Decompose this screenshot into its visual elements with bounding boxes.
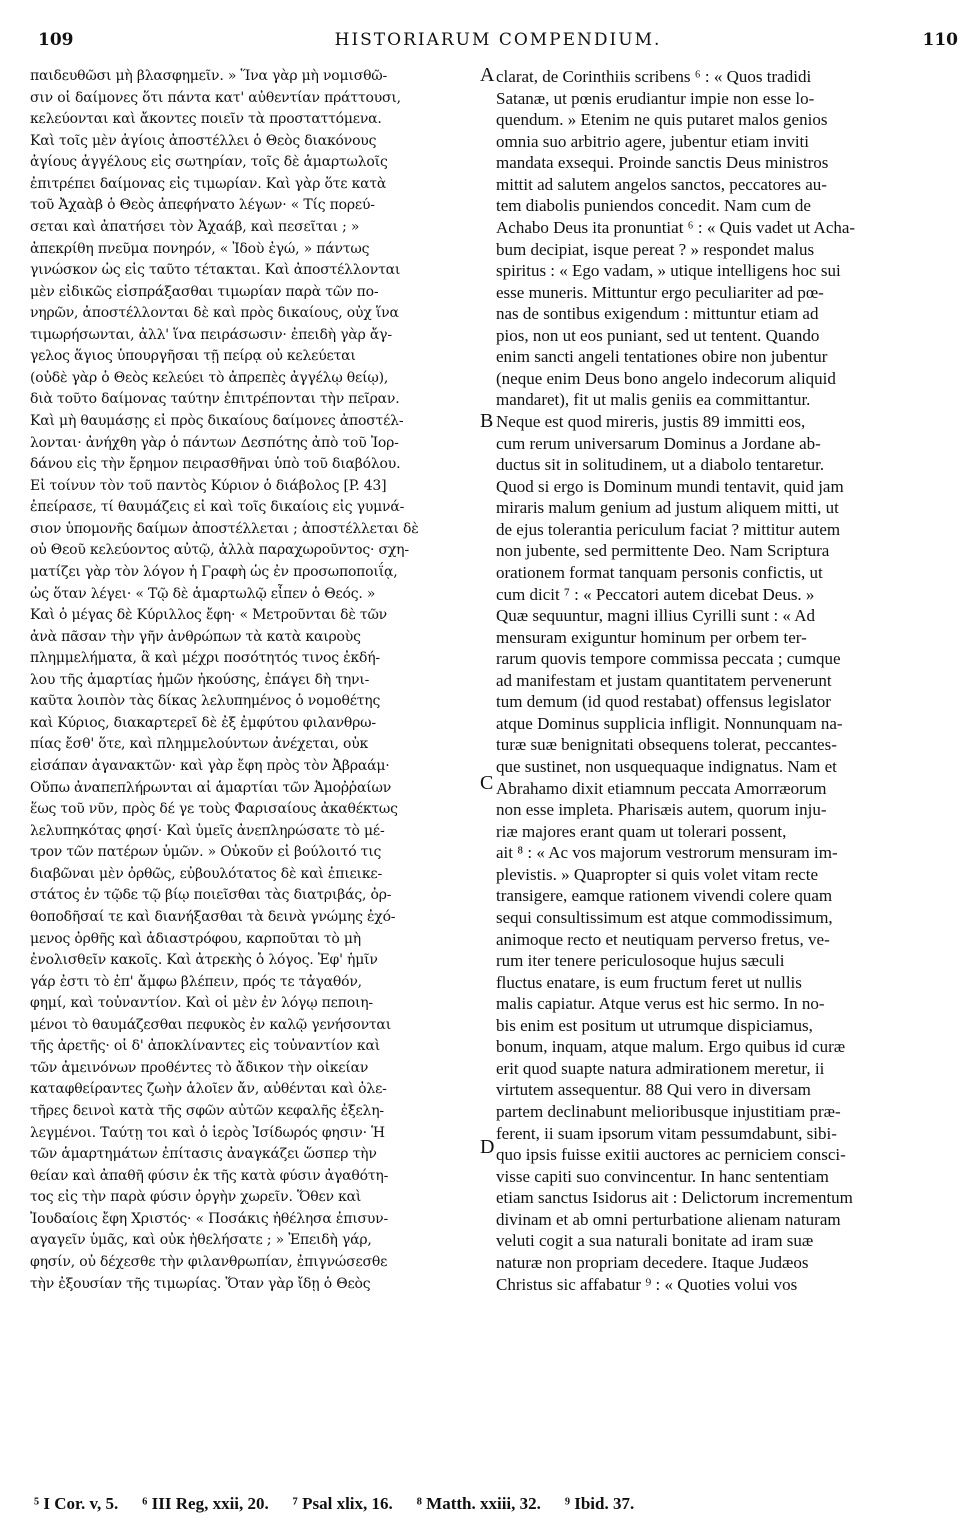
- footnote: ⁵ I Cor. v, 5.: [34, 1494, 119, 1513]
- greek-text-line: μενος ὀρθῆς καὶ ἀδιαστρόφου, καρποῦται τὸ μὴ: [30, 930, 361, 947]
- latin-text-line: ductus sit in solitudinem, ut a diabolo tentaretur.: [496, 455, 825, 475]
- latin-text-line: atque Dominus supplicia infligit. Nonnunquam na-: [496, 713, 843, 733]
- latin-text-line: rarum quovis tempore commissa peccata ; cumque: [496, 649, 841, 669]
- greek-text-line: νηρῶν, ἀποστέλλονται δὲ καὶ πρὸς δικαίους, οὐχ ἵνα: [30, 305, 399, 322]
- greek-text-line: ἐνολισθεῖν κακοῖς. Καὶ ἀτρεκὴς ὁ λόγος. Ἐφ' ἡμῖν: [30, 952, 378, 969]
- latin-text-line: malis capiatur. Atque verus est hic sermo. In no-: [496, 994, 825, 1014]
- greek-text-line: λελυπηκότας φησί· Καὶ ὑμεῖς ἀνεπληρώσατε τὸ μέ-: [30, 822, 385, 839]
- latin-text-line: divinam et ab omni perturbatione alienam naturam: [496, 1209, 841, 1229]
- greek-text-line: σιν οἱ δαίμονες ὅτι πάντα κατ' αὐθεντίαν πράττουσι,: [30, 89, 401, 106]
- latin-text-line: Neque est quod mireris, justis 89 immitti eos,: [496, 412, 806, 431]
- latin-text-line: ferent, ii suam ipsorum vitam pessumdabunt, sibi-: [496, 1123, 837, 1143]
- latin-text-line: orationem format tanquam personis confictis, ut: [496, 562, 823, 582]
- greek-text-line: δάνου εἰς τὴν ἔρημον πειρασθῆναι ὑπὸ τοῦ διαβόλου.: [30, 456, 401, 473]
- greek-text-line: Εἰ τοίνυν τὸν τοῦ παντὸς Κύριον ὁ διάβολος [P. 43]: [30, 477, 387, 494]
- greek-text-line: ἕως τοῦ νῦν, πρὸς δέ γε τοὺς Φαρισαίους ἀκαθέκτως: [30, 801, 398, 818]
- latin-text-line: mandaret), fit ut malis geniis ea committantur.: [496, 390, 811, 410]
- greek-text-line: τῶν ἁμαρτημάτων ἐπίτασις ἀναγκάζει ὥσπερ τὴν: [30, 1146, 377, 1163]
- latin-text-line: sequi consultissimum est atque commodissimum,: [496, 907, 833, 927]
- latin-text-line: enim sancti angeli tentationes obire non jubentur: [496, 347, 828, 367]
- latin-text-line: nas de sontibus exigendum : mittuntur etiam ad: [496, 304, 819, 324]
- latin-text-line: visse capiti suo convincentur. In hanc sententiam: [496, 1166, 829, 1186]
- greek-column: [30, 66, 478, 1295]
- latin-text-line: cum rerum universarum Dominus a Jordane ab-: [496, 433, 821, 453]
- latin-text-line: bum decipiat, isque pereat ? » respondet malus: [496, 239, 815, 259]
- margin-letter-a: A: [480, 64, 495, 86]
- latin-text-line: naturæ non propriam decedere. Itaque Judæos: [496, 1252, 809, 1272]
- latin-text-line: miraris malum genium ad justum aliquem mitti, ut: [496, 498, 839, 518]
- latin-text-line: quendum. » Etenim ne quis putaret malos genios: [496, 110, 828, 130]
- running-header: [38, 30, 958, 56]
- greek-text-line: λονται· ἀνήχθη γὰρ ὁ πάντων Δεσπότης ἀπὸ τοῦ Ἰορ-: [30, 434, 399, 451]
- page-number-left: 109: [38, 30, 74, 50]
- greek-text-line: ἀπεκρίθη πνεῦμα πονηρόν, « Ἰδοὺ ἐγώ, » πάντως: [30, 240, 370, 257]
- latin-text-line: Satanæ, ut pœnis erudiantur impie non esse lo-: [496, 88, 815, 108]
- greek-text-line: μὲν εἰδικῶς εἰσπράξασθαι τιμωρίαν παρὰ τῶν πο-: [30, 283, 379, 300]
- latin-text-line: Christus sic affabatur ⁹ : « Quoties volui vos: [496, 1274, 798, 1294]
- latin-text-line: tum demum (id quod restabat) offensus legislator: [496, 692, 831, 712]
- latin-text-line: riæ majores erant quam ut tolerari possent,: [496, 821, 787, 841]
- footnotes: [34, 1494, 954, 1514]
- greek-text-line: ἐπείρασε, τί θαυμάζεις εἰ καὶ τοῖς δικαίοις εἰς γυμνά-: [30, 499, 405, 516]
- greek-text-line: Οὔπω ἀναπεπλήρωνται αἱ ἁμαρτίαι τῶν Ἀμοῤῥαίων: [30, 779, 392, 796]
- greek-text-line: πίας ἔσθ' ὅτε, καὶ πλημμελούντων ἀνέχεται, οὐκ: [30, 736, 369, 753]
- greek-text-line: διὰ τοῦτο δαίμονας ταύτην ἐπιτρέπονται τὴν πεῖραν.: [30, 391, 400, 408]
- greek-text-line: σιον ὑπομονῆς δαίμων ἀποστέλλεται ; ἀποστέλλεται δὲ: [30, 520, 419, 537]
- latin-text-line: que sustinet, non usquequaque indignatus. Nam et: [496, 757, 837, 776]
- latin-text-line: bis enim est positum ut utrumque dispiciamus,: [496, 1015, 813, 1035]
- latin-text-line: etiam sanctus Isidorus ait : Delictorum incrementum: [496, 1188, 853, 1208]
- latin-text-line: partem declinabunt melioribusque injustitiam præ-: [496, 1102, 841, 1121]
- greek-text-line: ματίζει γὰρ τὸν λόγον ἡ Γραφὴ ὡς ἐν προσωποποιΐᾳ,: [30, 563, 398, 580]
- greek-text-line: τῆρες δεινοὶ κατὰ τῆς σφῶν αὐτῶν κεφαλῆς ἐξελη-: [30, 1103, 384, 1119]
- greek-text-line: διαβῶναι μὲν ὀρθῶς, εὐβουλότατος δὲ καὶ ἐπιεικε-: [30, 865, 382, 882]
- greek-text-line: πλημμελήματα, ἃ καὶ μέχρι ποσότητός τινος ἐκδή-: [30, 650, 380, 667]
- latin-text-line: bonum, inquam, atque malum. Ergo quibus id curæ: [496, 1037, 846, 1057]
- latin-text-line: non jubente, sed permittente Deo. Nam Scriptura: [496, 541, 830, 561]
- latin-text-line: Achabo Deus ita pronuntiat ⁶ : « Quis vadet ut Acha-: [496, 217, 856, 237]
- greek-text-line: στάτος ἐν τῷδε τῷ βίῳ ποιεῖσθαι τὰς διατριβάς, ὀρ-: [30, 887, 392, 904]
- latin-text-line: animoque recto et neutiquam perverso fretus, ve-: [496, 929, 830, 949]
- footnote: ⁷ Psal xlix, 16.: [292, 1494, 393, 1513]
- latin-text-line: tem diabolis puniendos concedit. Nam cum de: [496, 196, 811, 216]
- margin-letter-c: C: [480, 772, 494, 794]
- latin-text-line: clarat, de Corinthiis scribens ⁶ : « Quos tradidi: [496, 67, 812, 86]
- latin-text-line: turæ suæ benignitati obsequens tolerat, peccantes-: [496, 735, 837, 755]
- greek-text-line: Ἰουδαίοις ἔφη Χριστός· « Ποσάκις ἠθέλησα ἐπισυν-: [30, 1210, 389, 1227]
- greek-text-line: ἀνὰ πᾶσαν τὴν γῆν ἀνθρώπων τὰ κατὰ καιροὺς: [30, 628, 361, 645]
- greek-text-line: παιδευθῶσι μὴ βλασφημεῖν. » Ἵνα γὰρ μὴ νομισθῶ-: [30, 68, 388, 84]
- greek-text-line: αγαγεῖν ὑμᾶς, καὶ οὐκ ἠθελήσατε ; » Ἐπειδὴ γάρ,: [30, 1232, 372, 1249]
- latin-text-line: veluti cogit a sua naturali bonitate ad iram suæ: [496, 1231, 814, 1251]
- greek-text-line: τῆς ἀρετῆς· οἱ δ' ἀποκλίναντες εἰς τοὐναντίον καὶ: [30, 1038, 381, 1055]
- greek-text-line: γάρ ἐστι τὸ ἐπ' ἄμφω βλέπειν, πρός τε τἀγαθόν,: [30, 973, 362, 990]
- greek-text-line: τὴν ἐξουσίαν τῆς τιμωρίας. Ὅταν γὰρ ἴδῃ ὁ Θεὸς: [30, 1275, 371, 1292]
- latin-text-line: quo ipsis fuisse exitii auctores ac perniciem consci-: [496, 1145, 846, 1165]
- greek-text-line: τος εἰς τὴν παρὰ φύσιν ὀργὴν χωρεῖν. Ὅθεν καὶ: [30, 1189, 362, 1206]
- greek-text-line: φημί, καὶ τοὐναντίον. Καὶ οἱ μὲν ἐν λόγῳ πεποιη-: [30, 995, 373, 1012]
- greek-text-line: φησίν, οὐ δέχεσθε τὴν φιλανθρωπίαν, ἐπιγνώσεσθε: [30, 1253, 388, 1270]
- margin-letter-b: B: [480, 410, 494, 432]
- latin-text-line: Abrahamo dixit etiamnum peccata Amorræorum: [496, 778, 827, 798]
- latin-text-line: Quod si ergo is Dominum mundi tentavit, quid jam: [496, 476, 844, 496]
- latin-text-line: mandata exsequi. Proinde sanctis Deus ministros: [496, 153, 829, 173]
- greek-text-line: καταφθείραντες ζωὴν ἁλοῖεν ἄν, αὐθένται καὶ ὀλε-: [30, 1081, 387, 1098]
- latin-text-line: fluctus enatare, is eum fructum feret ut nullis: [496, 972, 802, 992]
- greek-text-line: τοῦ Ἀχαὰβ ὁ Θεὸς ἀπεφήνατο λέγων· « Τίς πορεύ-: [30, 197, 375, 214]
- greek-text-line: τῶν ἀμεινόνων προθέντες τὸ ἄδικον τὴν οἰκείαν: [30, 1059, 369, 1076]
- greek-text-line: καῦτα λοιπὸν τὰς δίκας λελυπημένος ὁ νομοθέτης: [30, 693, 381, 710]
- latin-text-line: ait ⁸ : « Ac vos majorum vestrorum mensuram im-: [496, 843, 838, 863]
- latin-text-line: plevistis. » Quapropter si quis volet vitam recte: [496, 864, 818, 884]
- greek-text-line: κελεύονται καὶ ἄκοντες ποιεῖν τὰ προσταττόμενα.: [30, 111, 382, 128]
- latin-text-line: omnia suo arbitrio agere, jubentur etiam inviti: [496, 131, 809, 151]
- latin-text-line: transigere, eamque rationem vivendi colere quam: [496, 886, 833, 906]
- latin-text-line: (neque enim Deus bono angelo indecorum aliquid: [496, 368, 836, 388]
- greek-text-line: γελος ἅγιος ὑπουργῆσαι τῇ πείρᾳ οὐ κελεύεται: [30, 348, 356, 365]
- greek-text-line: ὡς ὅταν λέγει· « Τῷ δὲ ἁμαρτωλῷ εἶπεν ὁ Θεός. »: [30, 585, 376, 602]
- latin-text-line: mensuram exiguntur hominum per orbem ter-: [496, 627, 807, 647]
- greek-text-line: Καὶ ὁ μέγας δὲ Κύριλλος ἔφη· « Μετροῦνται δὲ τῶν: [30, 607, 387, 624]
- greek-text-line: λεγμένοι. Ταύτῃ τοι καὶ ὁ ἱερὸς Ἰσίδωρός φησιν· Ἡ: [30, 1124, 385, 1141]
- greek-text-line: εἰσάπαν ἀγανακτῶν· καὶ γὰρ ἔφη πρὸς τὸν Ἀβραάμ·: [30, 758, 390, 774]
- running-title: HISTORIARUM COMPENDIUM.: [334, 30, 662, 50]
- latin-text-line: pios, non ut eos puniant, sed ut tentent. Quando: [496, 325, 820, 345]
- greek-text-line: οὐ Θεοῦ κελεύοντος αὐτῷ, ἀλλὰ παραχωροῦντος· σχη-: [30, 542, 409, 559]
- greek-text-line: ἐπιτρέπει δαίμονας εἰς τιμωρίαν. Καὶ γὰρ ὅτε κατὰ: [30, 175, 387, 192]
- latin-column: [496, 66, 956, 1295]
- page-number-right: 110: [922, 30, 958, 50]
- latin-text-line: virtutem assequentur. 88 Qui vero in diversam: [496, 1080, 811, 1100]
- margin-letter-d: D: [480, 1136, 495, 1158]
- latin-text-line: Quæ sequuntur, magni illius Cyrilli sunt : « Ad: [496, 606, 816, 626]
- greek-text-line: μένοι τὸ θαυμάζεσθαι πεφυκὸς ἐν καλῷ γενήσονται: [30, 1016, 391, 1033]
- latin-text-line: rum iter tenere periculosoque hujus sæculi: [496, 951, 785, 971]
- latin-text-line: cum dicit ⁷ : « Peccatori autem dicebat Deus. »: [496, 584, 815, 604]
- latin-text-line: ad manifestam et justam quantitatem pervenerunt: [496, 670, 832, 690]
- greek-text-line: ἁγίους ἀγγέλους εἰς σωτηρίαν, τοῖς δὲ ἁμαρτωλοῖς: [30, 154, 388, 171]
- greek-text-line: Καὶ τοῖς μὲν ἁγίοις ἀποστέλλει ὁ Θεὸς διακόνους: [30, 132, 377, 149]
- greek-text-line: τιμωρήσωνται, ἀλλ' ἵνα πειράσωσιν· ἐπειδὴ γὰρ ἄγ-: [30, 326, 392, 343]
- footnote: ⁸ Matth. xxiii, 32.: [416, 1494, 541, 1513]
- latin-text-line: spiritus : « Ego vadam, » utique intelligens hoc sui: [496, 261, 841, 281]
- greek-text-line: γινώσκον ὡς εἰς ταῦτο τέτακται. Καὶ ἀποστέλλονται: [30, 262, 401, 279]
- greek-text-line: λου τῆς ἁμαρτίας ἡμῶν ἠκούσης, ἐπάγει δὴ τηνι-: [30, 671, 370, 688]
- greek-text-line: θοποδῆσαί τε καὶ διανήξασθαι τὰ δεινὰ γνώμης ἐχό-: [30, 908, 396, 925]
- greek-text-line: Καὶ μὴ θαυμάσῃς εἰ πρὸς δικαίους δαίμονες ἀποστέλ-: [30, 413, 404, 429]
- latin-text-line: de ejus tolerantia periculum faciat ? mittitur autem: [496, 519, 841, 539]
- latin-text-line: esse muneris. Mittuntur ergo peculiariter ad pœ-: [496, 282, 824, 302]
- latin-text-line: non esse impleta. Pharisæis autem, quorum inju-: [496, 800, 827, 820]
- greek-text-line: (οὐδὲ γὰρ ὁ Θεὸς κελεύει τὸ ἀπρεπὲς ἀγγέλῳ θείῳ),: [30, 369, 389, 386]
- greek-text-line: σεται καὶ ἀπατήσει τὸν Ἀχαάβ, καὶ πεσεῖται ; »: [30, 218, 360, 235]
- latin-text-line: mittit ad salutem angelos sanctos, peccatores au-: [496, 174, 827, 194]
- greek-text-line: καὶ Κύριος, διακαρτερεῖ δὲ ἐξ ἐμφύτου φιλανθρω-: [30, 714, 376, 731]
- greek-text-line: θείαν καὶ ἀπαθῆ φύσιν ἐκ τῆς κατὰ φύσιν ἀγαθότη-: [30, 1167, 389, 1184]
- footnote: ⁹ Ibid. 37.: [564, 1494, 635, 1513]
- footnote: ⁶ III Reg, xxii, 20.: [142, 1494, 269, 1513]
- latin-text-line: erit quod suapte natura admirationem meretur, ii: [496, 1058, 825, 1078]
- greek-text-line: τρον τῶν πατέρων ὑμῶν. » Οὐκοῦν εἰ βούλοιτό τις: [30, 844, 382, 861]
